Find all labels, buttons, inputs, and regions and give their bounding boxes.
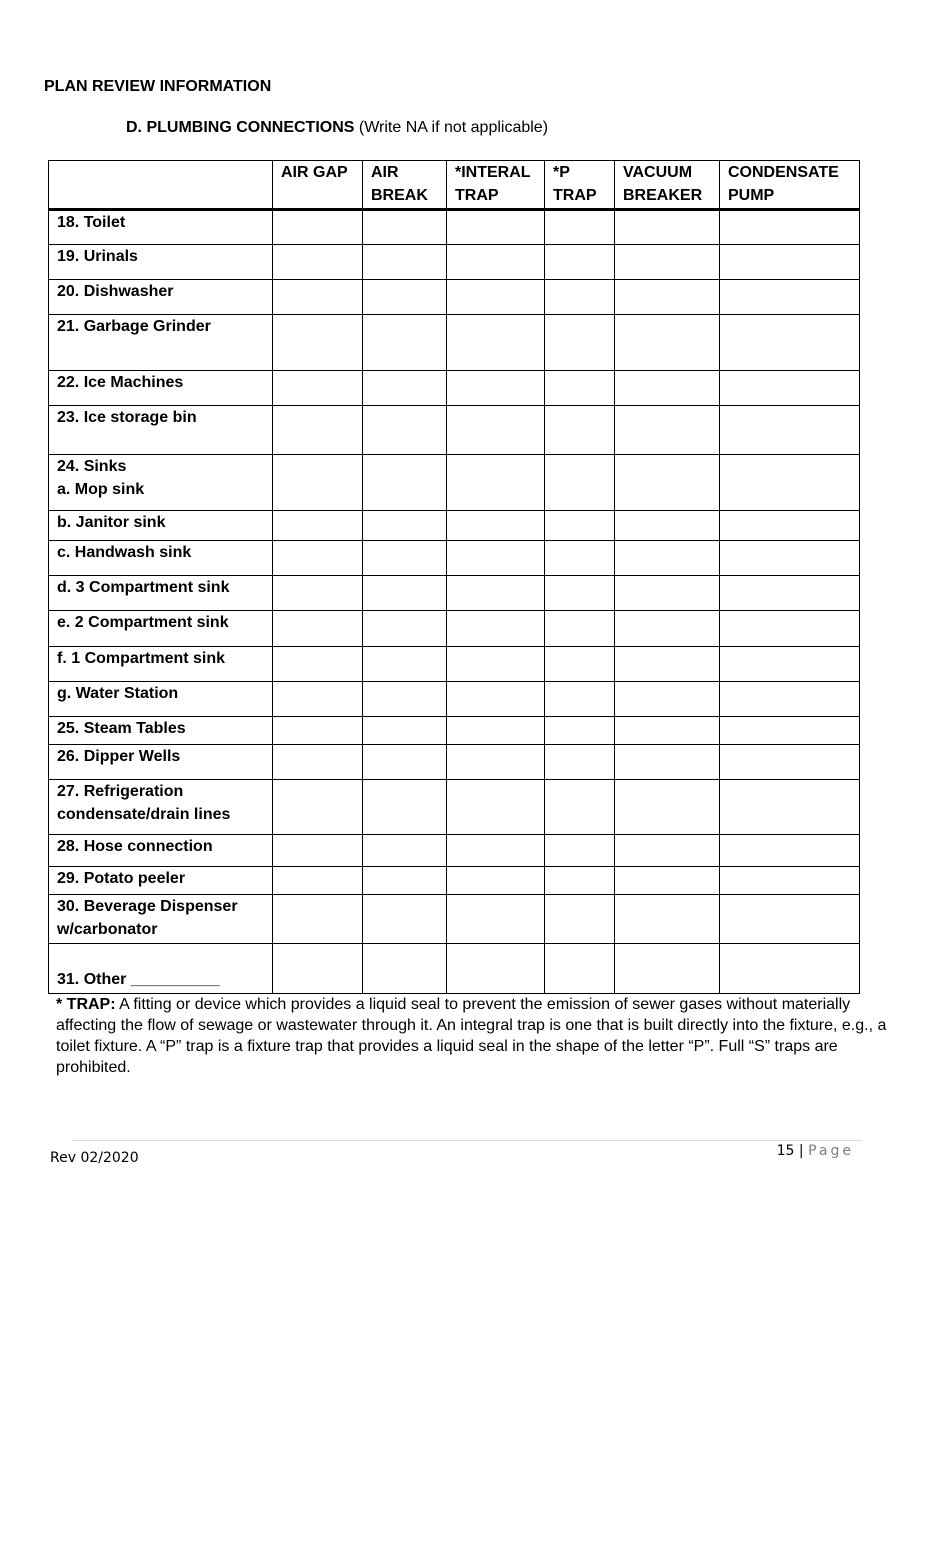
entry-cell[interactable]: [273, 867, 363, 895]
table-row: [49, 867, 860, 895]
column-header: [447, 161, 545, 210]
fixture-label-line: 18. Toilet: [57, 214, 126, 231]
fixture-label-line: 22. Ice Machines: [57, 374, 184, 391]
entry-cell[interactable]: [720, 371, 860, 406]
entry-cell[interactable]: [363, 745, 447, 780]
footnote-marker: * TRAP:: [56, 996, 116, 1013]
entry-cell[interactable]: [363, 611, 447, 647]
fixture-label: [49, 371, 273, 406]
entry-cell[interactable]: [545, 895, 615, 944]
entry-cell[interactable]: [615, 647, 720, 682]
table-row: [49, 682, 860, 717]
fixture-label: [49, 835, 273, 867]
section-heading: [126, 119, 548, 137]
entry-cell[interactable]: [447, 682, 545, 717]
fixture-label-line: 25. Steam Tables: [57, 720, 186, 737]
entry-cell[interactable]: [545, 541, 615, 576]
fixture-label-line: 24. Sinks: [57, 458, 127, 475]
table-row: [49, 455, 860, 511]
fixture-label-line: w/carbonator: [57, 921, 158, 938]
fixture-label-line: condensate/drain lines: [57, 806, 231, 823]
fixture-label: [49, 717, 273, 745]
entry-cell[interactable]: [720, 406, 860, 455]
fixture-label-line: d. 3 Compartment sink: [57, 579, 230, 596]
entry-cell[interactable]: [447, 611, 545, 647]
entry-cell[interactable]: [720, 780, 860, 835]
entry-cell[interactable]: [545, 455, 615, 511]
entry-cell[interactable]: [545, 315, 615, 371]
entry-cell[interactable]: [720, 210, 860, 245]
entry-cell[interactable]: [615, 867, 720, 895]
fixture-label-line: 28. Hose connection: [57, 838, 213, 855]
fixture-label-line: c. Handwash sink: [57, 544, 192, 561]
entry-cell[interactable]: [545, 944, 615, 994]
fixture-label-line: a. Mop sink: [57, 481, 145, 498]
entry-cell[interactable]: [615, 682, 720, 717]
column-header-line: *INTERAL: [455, 164, 531, 181]
table-row: [49, 611, 860, 647]
entry-cell[interactable]: [615, 780, 720, 835]
fixture-label: [49, 210, 273, 245]
column-header: [363, 161, 447, 210]
column-header: [273, 161, 363, 210]
entry-cell[interactable]: [273, 611, 363, 647]
entry-cell[interactable]: [720, 455, 860, 511]
entry-cell[interactable]: [447, 835, 545, 867]
fixture-label: [49, 315, 273, 371]
entry-cell[interactable]: [363, 647, 447, 682]
revision-label: Rev 02/2020: [50, 1150, 139, 1166]
entry-cell[interactable]: [363, 576, 447, 611]
entry-cell[interactable]: [720, 541, 860, 576]
table-row: [49, 315, 860, 371]
entry-cell[interactable]: [273, 210, 363, 245]
entry-cell[interactable]: [447, 511, 545, 541]
column-header-line: CONDENSATE: [728, 164, 839, 181]
entry-cell[interactable]: [615, 245, 720, 280]
column-header: [545, 161, 615, 210]
entry-cell[interactable]: [720, 895, 860, 944]
entry-cell[interactable]: [363, 371, 447, 406]
entry-cell[interactable]: [447, 944, 545, 994]
fixture-label-line: g. Water Station: [57, 685, 179, 702]
fixture-label: [49, 867, 273, 895]
entry-cell[interactable]: [545, 647, 615, 682]
fixture-label: [49, 895, 273, 944]
entry-cell[interactable]: [720, 745, 860, 780]
page-number: [777, 1143, 854, 1159]
entry-cell[interactable]: [615, 210, 720, 245]
entry-cell[interactable]: [447, 717, 545, 745]
entry-cell[interactable]: [545, 511, 615, 541]
fixture-label-line: 21. Garbage Grinder: [57, 318, 211, 335]
column-header: [720, 161, 860, 210]
entry-cell[interactable]: [363, 944, 447, 994]
entry-cell[interactable]: [545, 780, 615, 835]
entry-cell[interactable]: [720, 576, 860, 611]
fixture-label: [49, 611, 273, 647]
entry-cell[interactable]: [615, 406, 720, 455]
footnote-text: A fitting or device which provides a liquid seal to prevent the emission of sewer gases without materially affecting the flow of sewage or wastewater through it. An integral trap is one that is built directly into the fixture, e.g., a toilet fixture. A “P” trap is a fixture trap that provides a liquid seal in the shape of the letter “P”. Full “S” traps are prohibited.: [56, 996, 887, 1076]
entry-cell[interactable]: [545, 867, 615, 895]
column-header-line: BREAKER: [623, 187, 703, 204]
entry-cell[interactable]: [545, 717, 615, 745]
entry-cell[interactable]: [363, 835, 447, 867]
table-row: [49, 511, 860, 541]
entry-cell[interactable]: [447, 647, 545, 682]
entry-cell[interactable]: [615, 280, 720, 315]
table-row: [49, 780, 860, 835]
entry-cell[interactable]: [615, 717, 720, 745]
entry-cell[interactable]: [545, 210, 615, 245]
table-row: [49, 745, 860, 780]
entry-cell[interactable]: [615, 315, 720, 371]
entry-cell[interactable]: [720, 647, 860, 682]
entry-cell[interactable]: [545, 682, 615, 717]
table-row: [49, 717, 860, 745]
entry-cell[interactable]: [447, 455, 545, 511]
entry-cell[interactable]: [363, 245, 447, 280]
entry-cell[interactable]: [720, 315, 860, 371]
entry-cell[interactable]: [273, 745, 363, 780]
entry-cell[interactable]: [363, 455, 447, 511]
entry-cell[interactable]: [363, 717, 447, 745]
column-header-line: TRAP: [553, 187, 597, 204]
column-header-line: AIR GAP: [281, 164, 348, 181]
entry-cell[interactable]: [447, 780, 545, 835]
entry-cell[interactable]: [447, 867, 545, 895]
entry-cell[interactable]: [720, 611, 860, 647]
entry-cell[interactable]: [545, 576, 615, 611]
entry-cell[interactable]: [720, 835, 860, 867]
entry-cell[interactable]: [545, 835, 615, 867]
entry-cell[interactable]: [720, 682, 860, 717]
table-row: [49, 280, 860, 315]
table-row: [49, 835, 860, 867]
entry-cell[interactable]: [363, 280, 447, 315]
fixture-label: [49, 647, 273, 682]
entry-cell[interactable]: [447, 406, 545, 455]
entry-cell[interactable]: [363, 406, 447, 455]
entry-cell[interactable]: [615, 611, 720, 647]
footer-divider: [72, 1140, 862, 1141]
fixture-label-line: e. 2 Compartment sink: [57, 614, 229, 631]
entry-cell[interactable]: [447, 210, 545, 245]
entry-cell[interactable]: [363, 210, 447, 245]
table-row: [49, 210, 860, 245]
fixture-label: [49, 576, 273, 611]
entry-cell[interactable]: [273, 835, 363, 867]
entry-cell[interactable]: [447, 245, 545, 280]
entry-cell[interactable]: [447, 895, 545, 944]
entry-cell[interactable]: [615, 835, 720, 867]
entry-cell[interactable]: [273, 895, 363, 944]
column-header-line: TRAP: [455, 187, 499, 204]
entry-cell[interactable]: [447, 371, 545, 406]
entry-cell[interactable]: [615, 576, 720, 611]
entry-cell[interactable]: [363, 780, 447, 835]
entry-cell[interactable]: [447, 280, 545, 315]
entry-cell[interactable]: [545, 371, 615, 406]
section-title: D. PLUMBING CONNECTIONS: [126, 119, 355, 136]
entry-cell[interactable]: [363, 541, 447, 576]
fixture-label-line: 30. Beverage Dispenser: [57, 898, 238, 915]
header-row: [49, 161, 860, 210]
fixture-label: [49, 780, 273, 835]
entry-cell[interactable]: [273, 944, 363, 994]
table-row: [49, 245, 860, 280]
fixture-label-line: 19. Urinals: [57, 248, 138, 265]
entry-cell[interactable]: [363, 315, 447, 371]
entry-cell[interactable]: [720, 511, 860, 541]
entry-cell[interactable]: [545, 745, 615, 780]
column-header-line: VACUUM: [623, 164, 693, 181]
fixture-label-line: b. Janitor sink: [57, 514, 166, 531]
entry-cell[interactable]: [273, 717, 363, 745]
entry-cell[interactable]: [615, 455, 720, 511]
column-header-line: *P: [553, 164, 570, 181]
entry-cell[interactable]: [615, 371, 720, 406]
column-header-line: PUMP: [728, 187, 775, 204]
entry-cell[interactable]: [720, 717, 860, 745]
fixture-label: [49, 280, 273, 315]
entry-cell[interactable]: [363, 895, 447, 944]
entry-cell[interactable]: [273, 280, 363, 315]
column-header-line: BREAK: [371, 187, 428, 204]
fixture-label: [49, 511, 273, 541]
fixture-label: [49, 406, 273, 455]
entry-cell[interactable]: [545, 611, 615, 647]
entry-cell[interactable]: [273, 576, 363, 611]
entry-cell[interactable]: [273, 541, 363, 576]
entry-cell[interactable]: [273, 315, 363, 371]
entry-cell[interactable]: [273, 245, 363, 280]
entry-cell[interactable]: [447, 576, 545, 611]
page-number-value: 15: [776, 1143, 795, 1159]
plumbing-connections-table: [48, 160, 860, 994]
table-row: [49, 576, 860, 611]
table-row: [49, 647, 860, 682]
fixture-label-line: 27. Refrigeration: [57, 783, 184, 800]
entry-cell[interactable]: [720, 245, 860, 280]
section-note: (Write NA if not applicable): [358, 119, 549, 136]
entry-cell[interactable]: [273, 455, 363, 511]
fixture-label-line: 29. Potato peeler: [57, 870, 186, 887]
entry-cell[interactable]: [447, 541, 545, 576]
entry-cell[interactable]: [615, 541, 720, 576]
page-separator: |: [798, 1143, 804, 1159]
entry-cell[interactable]: [273, 371, 363, 406]
column-header-line: AIR: [371, 164, 399, 181]
fixture-label-line: 20. Dishwasher: [57, 283, 174, 300]
entry-cell[interactable]: [615, 895, 720, 944]
fixture-label-line: 23. Ice storage bin: [57, 409, 197, 426]
fixture-label: [49, 455, 273, 511]
entry-cell[interactable]: [615, 511, 720, 541]
entry-cell[interactable]: [273, 780, 363, 835]
fixture-label: [49, 944, 273, 994]
fixture-label: [49, 745, 273, 780]
entry-cell[interactable]: [273, 647, 363, 682]
column-header: [615, 161, 720, 210]
table-row: [49, 895, 860, 944]
table-row: [49, 371, 860, 406]
entry-cell[interactable]: [615, 944, 720, 994]
entry-cell[interactable]: [720, 280, 860, 315]
entry-cell[interactable]: [545, 245, 615, 280]
entry-cell[interactable]: [615, 745, 720, 780]
table-row: [49, 406, 860, 455]
table-row: [49, 541, 860, 576]
entry-cell[interactable]: [363, 867, 447, 895]
table-row: [49, 944, 860, 994]
entry-cell[interactable]: [545, 280, 615, 315]
entry-cell[interactable]: [273, 406, 363, 455]
fixture-label-line: f. 1 Compartment sink: [57, 650, 226, 667]
entry-cell[interactable]: [363, 511, 447, 541]
fixture-label: [49, 245, 273, 280]
entry-cell[interactable]: [447, 745, 545, 780]
entry-cell[interactable]: [720, 867, 860, 895]
entry-cell[interactable]: [545, 406, 615, 455]
fixture-label-line: 31. Other __________: [57, 971, 220, 988]
page-heading: PLAN REVIEW INFORMATION: [44, 78, 272, 95]
trap-footnote: [56, 994, 896, 1078]
entry-cell[interactable]: [273, 682, 363, 717]
page-word: Page: [808, 1143, 854, 1159]
header-blank-cell: [49, 161, 273, 210]
entry-cell[interactable]: [447, 315, 545, 371]
fixture-label-line: 26. Dipper Wells: [57, 748, 181, 765]
entry-cell[interactable]: [273, 511, 363, 541]
fixture-label: [49, 682, 273, 717]
entry-cell[interactable]: [363, 682, 447, 717]
fixture-label: [49, 541, 273, 576]
entry-cell[interactable]: [720, 944, 860, 994]
